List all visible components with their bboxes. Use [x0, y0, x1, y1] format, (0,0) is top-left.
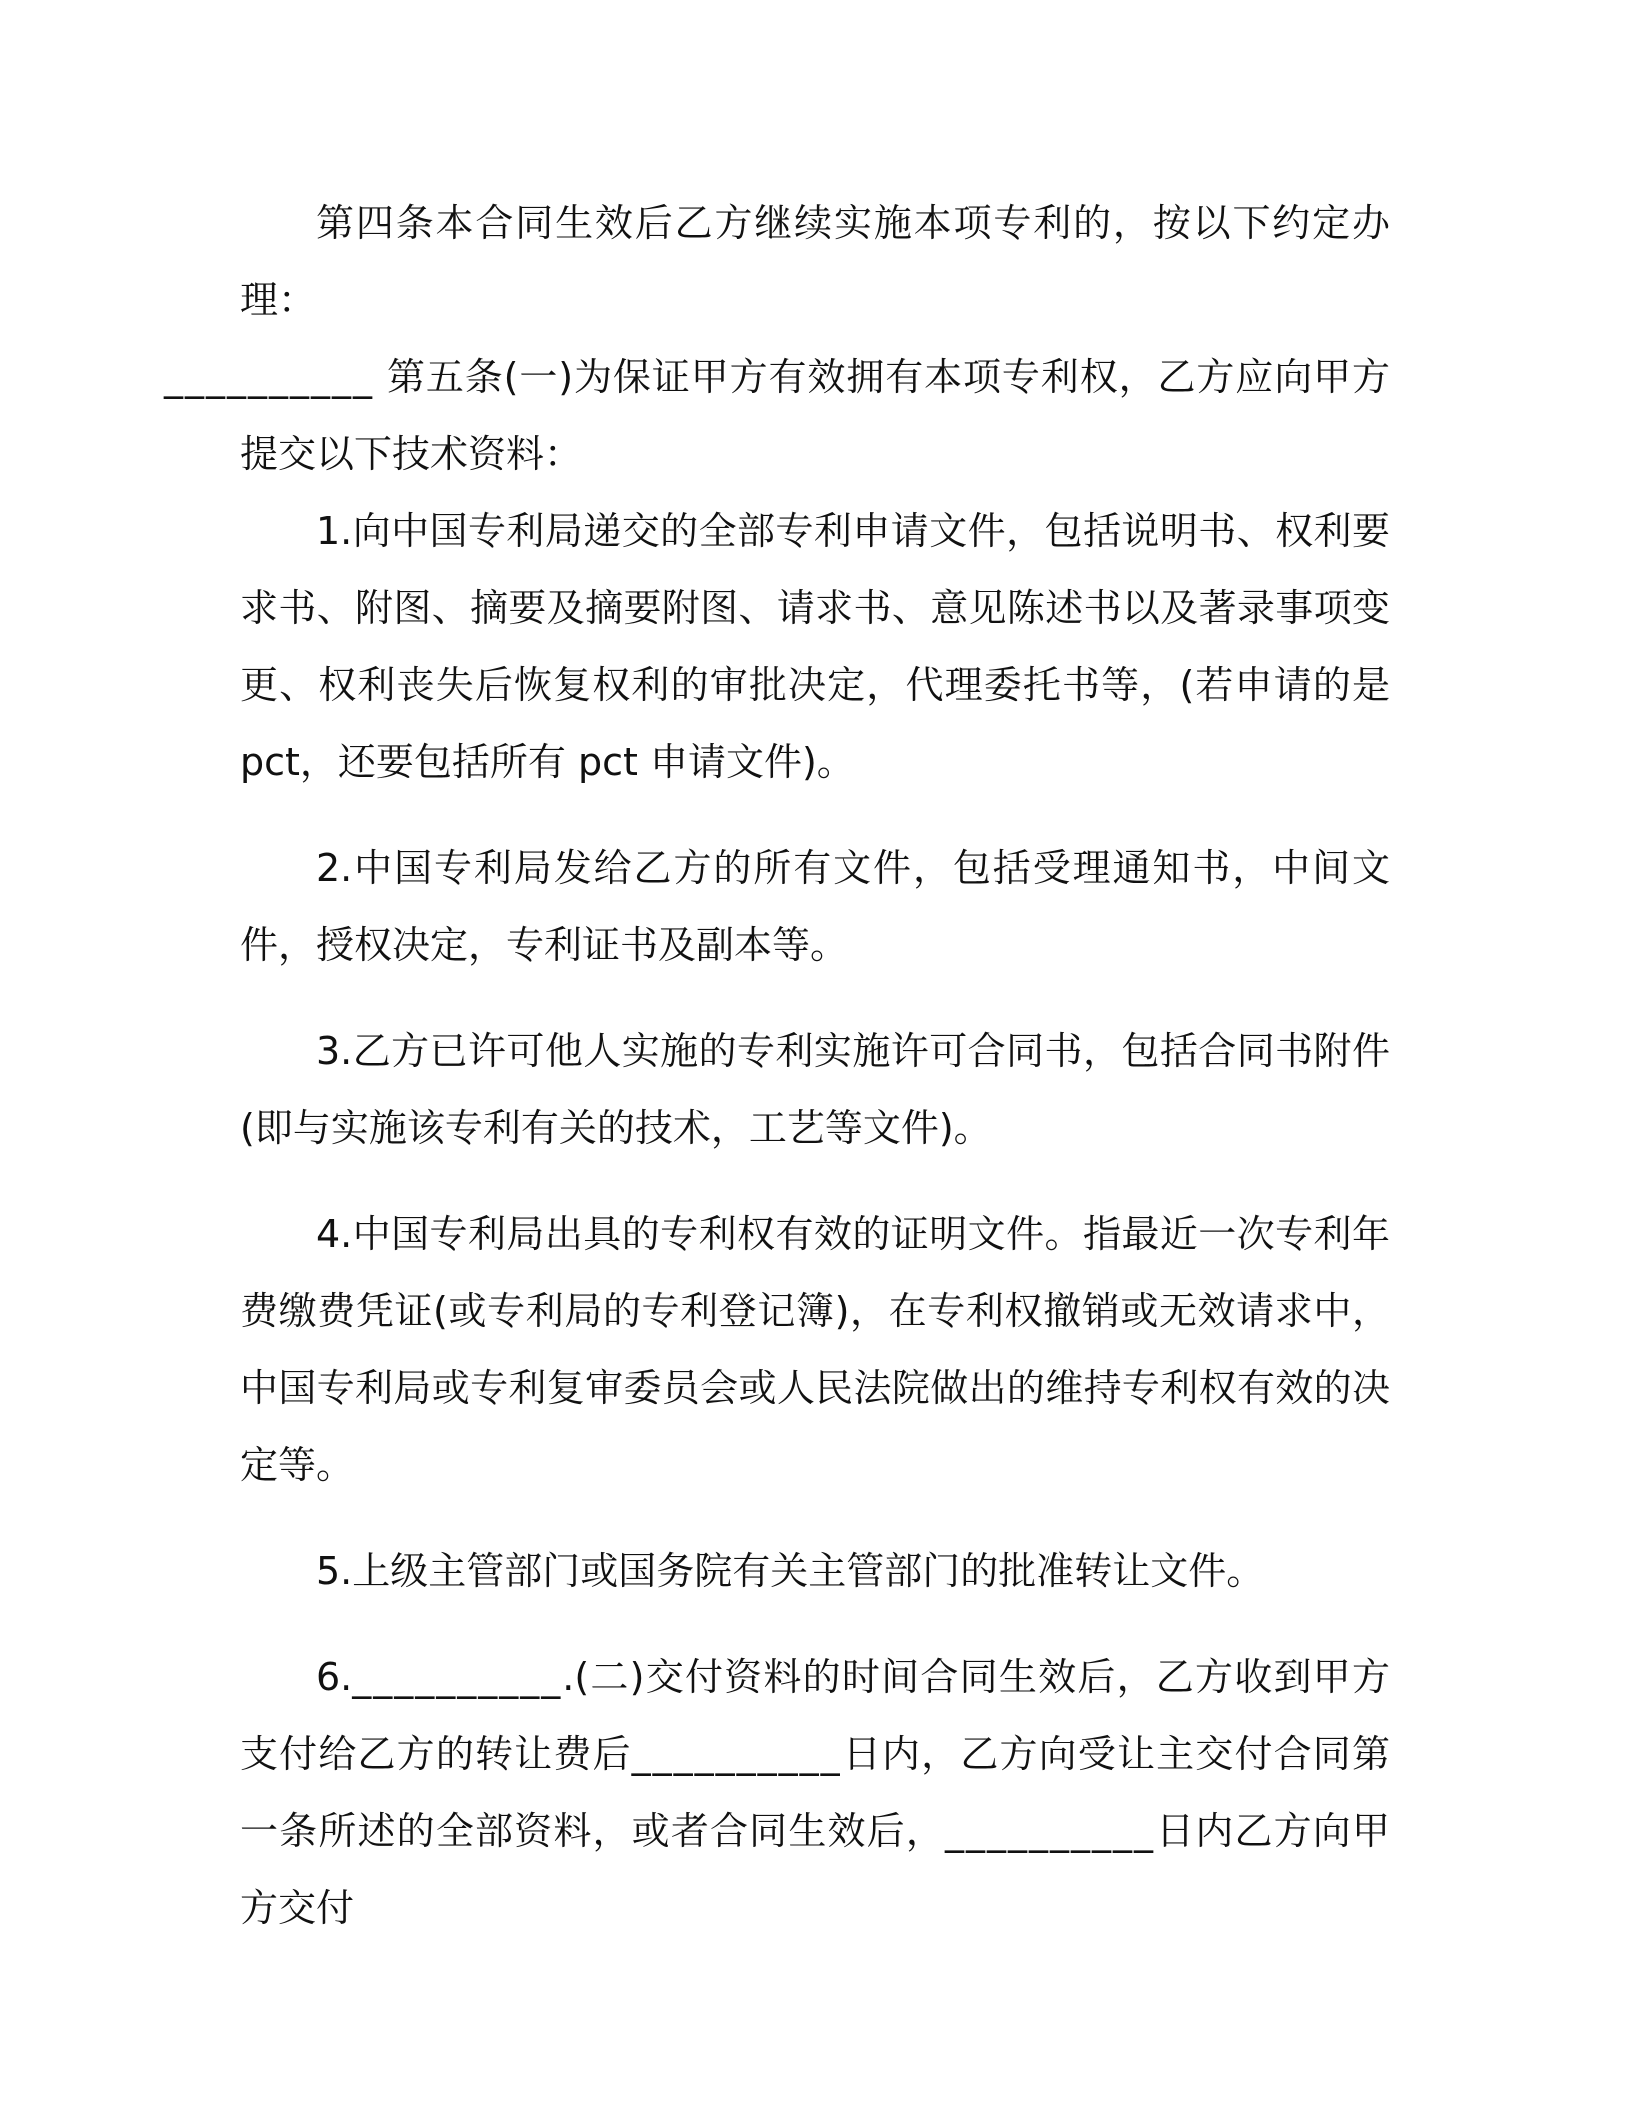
article-5-text: 第五条(一)为保证甲方有效拥有本项专利权，乙方应向甲方提交以下技术资料：: [240, 355, 1390, 476]
document-body: [164, 185, 1390, 1976]
fill-in-blank: __________: [944, 1809, 1155, 1853]
list-item-4-text: 4.中国专利局出具的专利权有效的证明文件。指最近一次专利年费缴费凭证(或专利局的专利登记簿)，在专利权撤销或无效请求中，中国专利局或专利复审委员会或人民法院做出的维持专利权有效的决定等。: [240, 1212, 1390, 1487]
list-item-4: [240, 1196, 1390, 1504]
delivery-days-text: 日内，乙方向受让主交付合同第一条所述的全部资料，或者合同生效后，: [240, 1732, 1390, 1853]
delivery-end-text: 日内乙方向甲方交付: [240, 1809, 1390, 1930]
delivery-time-text: .(二)交付资料的时间合同生效后，乙方收到甲方支付给乙方的转让费后: [240, 1655, 1390, 1776]
list-item-3: [240, 1013, 1390, 1167]
list-item-6-number: 6.: [316, 1655, 353, 1699]
list-item-1-text: 1.向中国专利局递交的全部专利申请文件，包括说明书、权利要求书、附图、摘要及摘要附图、请求书、意见陈述书以及著录事项变更、权利丧失后恢复权利的审批决定，代理委托书等，(若申请的是 pct，还要包括所有 pct 申请文件)。: [240, 509, 1390, 784]
list-item-2-text: 2.中国专利局发给乙方的所有文件，包括受理通知书，中间文件，授权决定，专利证书及副本等。: [240, 846, 1390, 967]
list-item-5-text: 5.上级主管部门或国务院有关主管部门的批准转让文件。: [316, 1549, 1265, 1593]
list-item-6: [240, 1639, 1390, 1947]
article-4-text: 第四条本合同生效后乙方继续实施本项专利的，按以下约定办理：: [240, 201, 1390, 322]
list-item-3-text: 3.乙方已许可他人实施的专利实施许可合同书，包括合同书附件(即与实施该专利有关的技术，工艺等文件)。: [240, 1029, 1390, 1150]
fill-in-blank: __________: [352, 1655, 563, 1699]
fill-in-blank: __________: [631, 1732, 842, 1776]
list-item-1: [240, 493, 1390, 801]
paragraph-article-4-5: [164, 185, 1390, 493]
list-item-5: [240, 1533, 1390, 1610]
fill-in-blank: __________: [164, 355, 374, 399]
list-item-2: [240, 830, 1390, 984]
